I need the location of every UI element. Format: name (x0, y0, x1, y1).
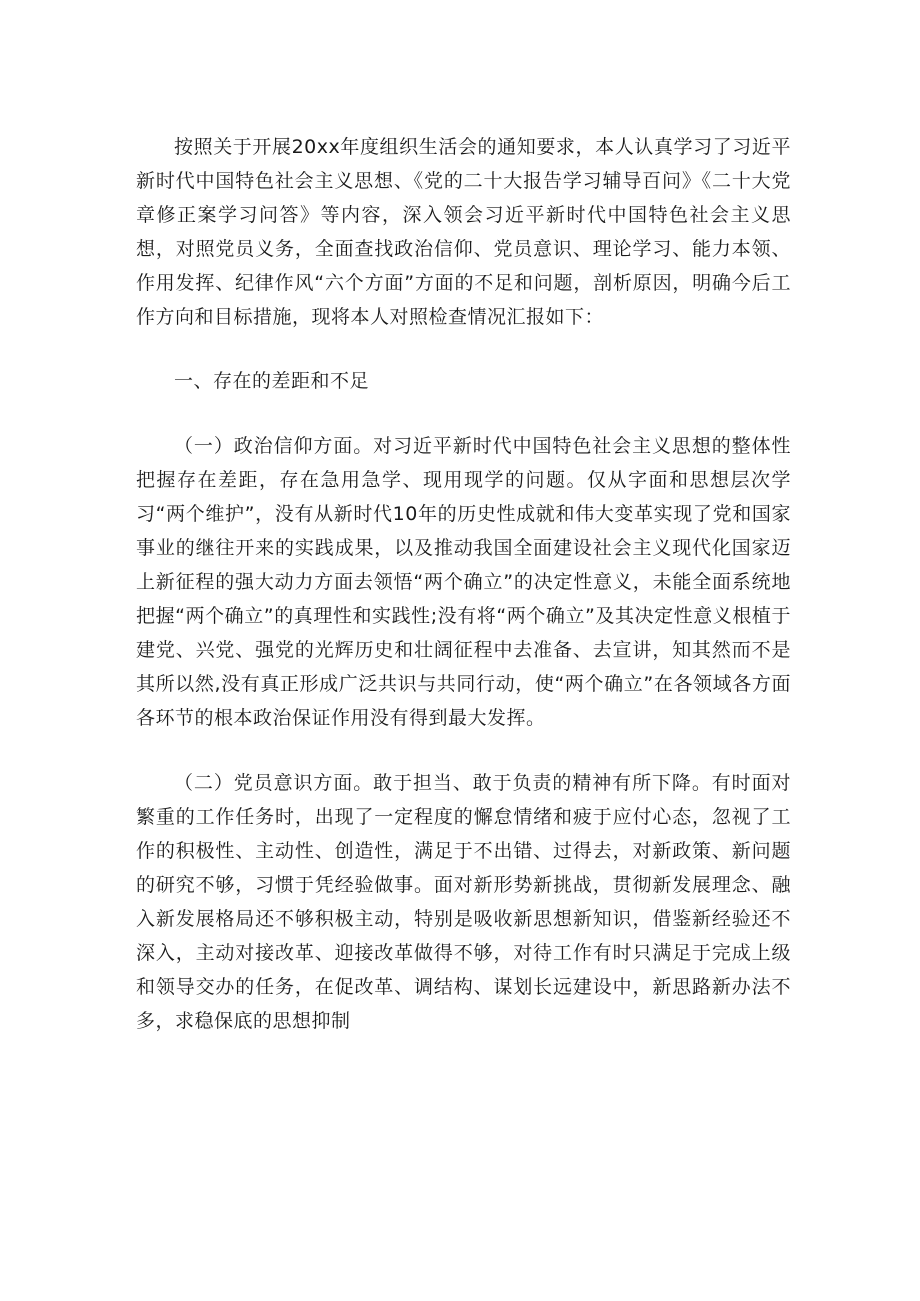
intro-paragraph: 按照关于开展20xx年度组织生活会的通知要求，本人认真学习了习近平新时代中国特色社会主义思想、《党的二十大报告学习辅导百问》《二十大党章修正案学习问答》等内容，深入领会习近平新时代中国特色社会主义思想，对照党员义务，全面查找政治信仰、党员意识、理论学习、能力本领、作用发挥、纪律作风“六个方面”方面的不足和问题，剖析原因，明确今后工作方向和目标措施，现将本人对照检查情况汇报如下： (136, 136, 791, 328)
document-page (136, 130, 791, 1038)
section-heading: 一、存在的差距和不足 (174, 370, 370, 392)
political-belief-paragraph: （一）政治信仰方面。对习近平新时代中国特色社会主义思想的整体性把握存在差距，存在急用急学、现用现学的问题。仅从字面和思想层次学习“两个维护”，没有从新时代10年的历史性成就和伟大变革实现了党和国家事业的继往开来的实践成果，以及推动我国全面建设社会主义现代化国家迈上新征程的强大动力方面去领悟“两个确立”的决定性意义，未能全面系统地把握“两个确立”的真理性和实践性;没有将“两个确立”及其决定性意义根植于建党、兴党、强党的光辉历史和壮阔征程中去准备、去宣讲，知其然而不是其所以然,没有真正形成广泛共识与共同行动，使“两个确立”在各领域各方面各环节的根本政治保证作用没有得到最大发挥。 (136, 435, 791, 729)
party-awareness-paragraph: （二）党员意识方面。敢于担当、敢于负责的精神有所下降。有时面对繁重的工作任务时，出现了一定程度的懈怠情绪和疲于应付心态，忽视了工作的积极性、主动性、创造性，满足于不出错、过得去，对新政策、新问题的研究不够，习惯于凭经验做事。面对新形势新挑战，贯彻新发展理念、融入新发展格局还不够积极主动，特别是吸收新思想新知识，借鉴新经验还不深入，主动对接改革、迎接改革做得不够，对待工作有时只满足于完成上级和领导交办的任务，在促改革、调结构、谋划长远建设中，新思路新办法不多，求稳保底的思想抑制 (136, 772, 791, 1032)
